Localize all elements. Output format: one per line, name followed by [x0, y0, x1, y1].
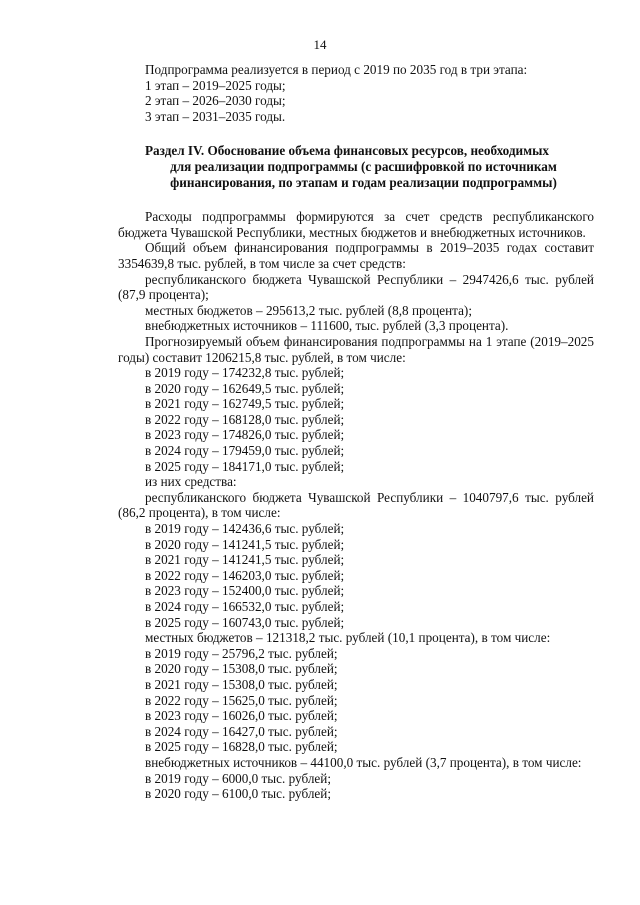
- local-budgets-stage1: местных бюджетов – 121318,2 тыс. рублей (10,1 процента), в том числе:: [145, 630, 551, 646]
- republican-year-line: в 2019 году – 142436,6 тыс. рублей;: [145, 521, 345, 537]
- stage1-year-line: в 2022 году – 168128,0 тыс. рублей;: [145, 411, 345, 427]
- republican-year-line: в 2022 году – 146203,0 тыс. рублей;: [145, 567, 345, 583]
- stage1-year-line: в 2024 году – 179459,0 тыс. рублей;: [145, 443, 345, 459]
- republican-year-line: в 2021 году – 141241,5 тыс. рублей;: [145, 552, 345, 568]
- section-heading-line: для реализации подпрограммы (с расшифровкой по источникам: [170, 158, 557, 174]
- stage1-year-line: в 2023 году – 174826,0 тыс. рублей;: [145, 427, 345, 443]
- local-year-line: в 2023 году – 16026,0 тыс. рублей;: [145, 708, 338, 724]
- total-local-budgets: местных бюджетов – 295613,2 тыс. рублей (8,8 процента);: [145, 302, 472, 318]
- republican-year-line: в 2024 году – 166532,0 тыс. рублей;: [145, 599, 345, 614]
- stage1-funding-paragraph: Прогнозируемый объем финансирования подпрограммы на 1 этапе (2019–2025 годы) составит 1206215,8 тыс. рублей, в том числе:: [118, 333, 594, 365]
- offbudget-year-line: в 2020 году – 6100,0 тыс. рублей;: [145, 786, 331, 802]
- stage1-year-line: в 2025 году – 184171,0 тыс. рублей;: [145, 458, 345, 474]
- section-heading: [118, 143, 594, 190]
- local-year-line: в 2025 году – 16828,0 тыс. рублей;: [145, 739, 338, 755]
- total-funding-paragraph: Общий объем финансирования подпрограммы в 2019–2035 годах составит 3354639,8 тыс. рублей, в том числе за счет средств:: [118, 240, 594, 271]
- local-year-line: в 2022 году – 15625,0 тыс. рублей;: [145, 692, 338, 708]
- local-year-line: в 2020 году – 15308,0 тыс. рублей;: [145, 661, 338, 677]
- local-year-line: в 2019 году – 25796,2 тыс. рублей;: [145, 645, 338, 661]
- offbudget-year-line: в 2019 году – 6000,0 тыс. рублей;: [145, 770, 331, 786]
- stage-item: 3 этап – 2031–2035 годы.: [145, 108, 286, 124]
- republican-year-line: в 2020 году – 141241,5 тыс. рублей;: [145, 536, 345, 552]
- stage-item: 1 этап – 2019–2025 годы;: [145, 77, 286, 93]
- republican-budget-stage1: республиканского бюджета Чувашской Республики – 1040797,6 тыс. рублей (86,2 процента), в том числе:: [118, 489, 594, 521]
- stage1-year-line: в 2019 году – 174232,8 тыс. рублей;: [145, 365, 345, 381]
- local-year-line: в 2021 году – 15308,0 тыс. рублей;: [145, 676, 338, 692]
- stage-item: 2 этап – 2026–2030 годы;: [145, 93, 286, 109]
- local-year-line: в 2024 году – 16427,0 тыс. рублей;: [145, 723, 338, 739]
- stage1-year-line: в 2020 году – 162649,5 тыс. рублей;: [145, 380, 345, 396]
- offbudget-sources-stage1: внебюджетных источников – 44100,0 тыс. рублей (3,7 процента), в том числе:: [145, 754, 582, 770]
- intro-paragraph: Подпрограмма реализуется в период с 2019 по 2035 год в три этапа:: [145, 62, 528, 77]
- stage1-year-line: в 2021 году – 162749,5 тыс. рублей;: [145, 396, 345, 412]
- total-republican-budget: республиканского бюджета Чувашской Республики – 2947426,6 тыс. рублей (87,9 процента);: [118, 271, 594, 303]
- page-number: 14: [313, 37, 327, 52]
- republican-year-line: в 2023 году – 152400,0 тыс. рублей;: [145, 583, 345, 599]
- section-heading-line: финансирования, по этапам и годам реализации подпрограммы): [170, 174, 557, 190]
- expenses-paragraph: Расходы подпрограммы формируются за счет средств республиканского бюджета Чувашской Республики, местных бюджетов и внебюджетных источников.: [118, 209, 594, 240]
- of-which-label: из них средства:: [145, 474, 237, 490]
- document-body: [118, 62, 594, 802]
- section-heading-line: Раздел IV. Обоснование объема финансовых ресурсов, необходимых: [145, 143, 550, 159]
- republican-year-line: в 2025 году – 160743,0 тыс. рублей;: [145, 614, 345, 630]
- total-offbudget-sources: внебюджетных источников – 111600, тыс. рублей (3,3 процента).: [145, 318, 509, 334]
